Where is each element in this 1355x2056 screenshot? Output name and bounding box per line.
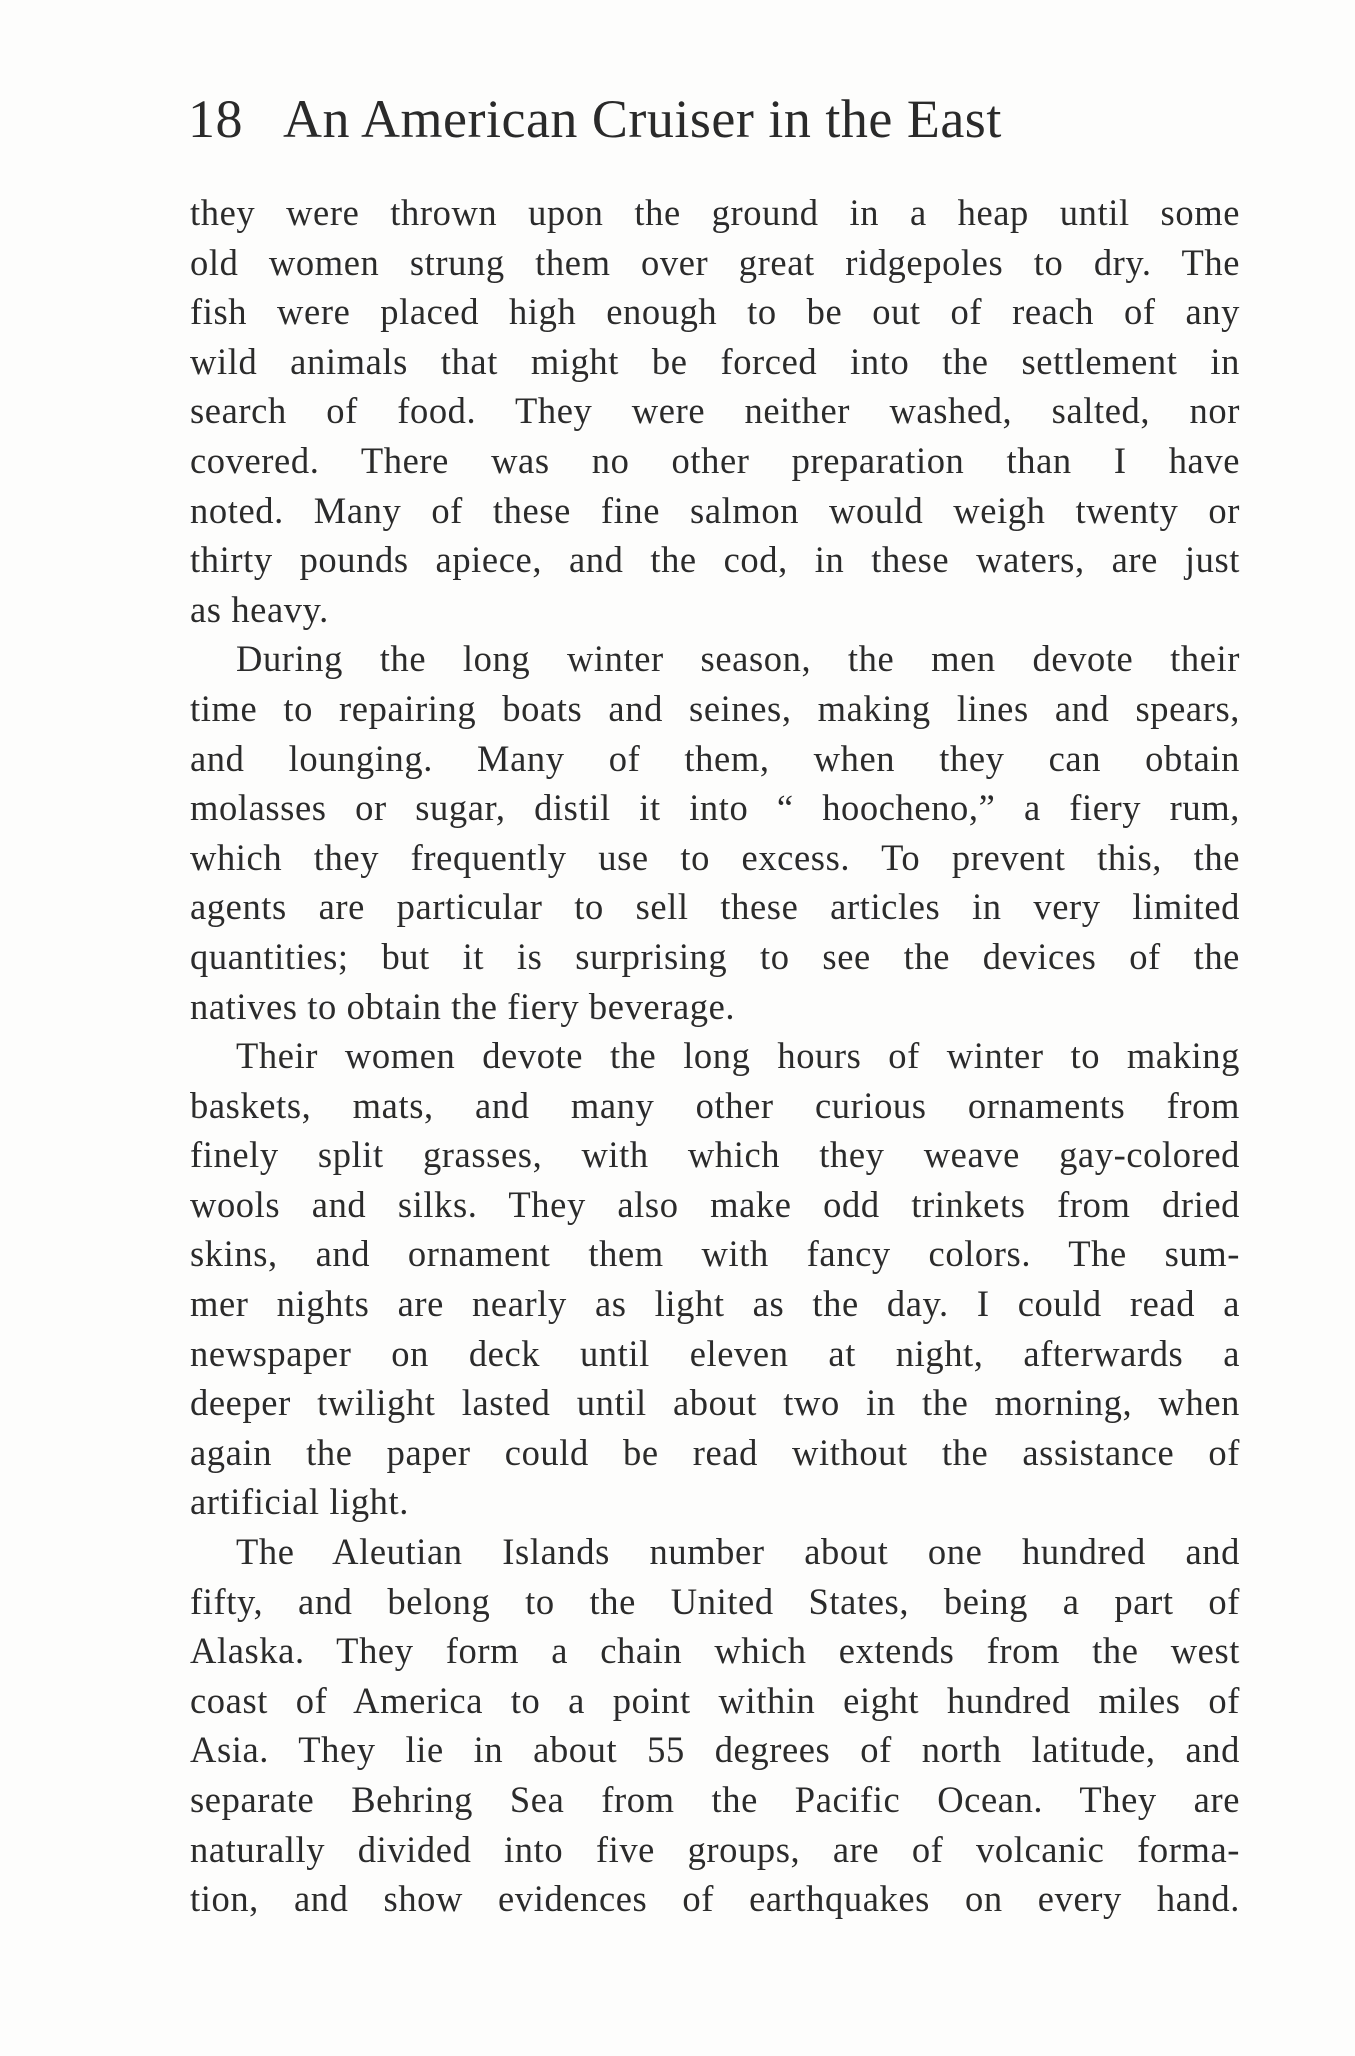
- text-line: skins, and ornament them with fancy colors. The sum-: [190, 1233, 1240, 1275]
- text-line: which they frequently use to excess. To prevent this, the: [190, 836, 1240, 878]
- text-line: again the paper could be read without the assistance of: [190, 1431, 1240, 1473]
- text-line: Their women devote the long hours of winter to making: [236, 1035, 1240, 1077]
- text-line: coast of America to a point within eight hundred miles of: [190, 1679, 1240, 1721]
- text-line: tion, and show evidences of earthquakes on every hand.: [190, 1878, 1240, 1920]
- text-line: quantities; but it is surprising to see the devices of the: [190, 935, 1240, 977]
- paragraph: [190, 1031, 1240, 1527]
- text-line: newspaper on deck until eleven at night, afterwards a: [190, 1332, 1240, 1374]
- text-line: and lounging. Many of them, when they can obtain: [190, 737, 1240, 779]
- running-header: [188, 88, 1128, 150]
- text-line: as heavy.: [190, 588, 329, 630]
- text-line: covered. There was no other preparation than I have: [190, 439, 1240, 481]
- text-line: fish were placed high enough to be out of reach of any: [190, 291, 1240, 333]
- running-title: An American Cruiser in the East: [283, 89, 1002, 149]
- text-line: naturally divided into five groups, are of volcanic forma-: [190, 1828, 1240, 1870]
- text-line: old women strung them over great ridgepoles to dry. The: [190, 241, 1240, 283]
- text-line: During the long winter season, the men devote their: [236, 638, 1240, 680]
- text-line: search of food. They were neither washed, salted, nor: [190, 390, 1240, 432]
- text-line: artificial light.: [190, 1481, 409, 1523]
- paragraph: [190, 634, 1240, 1031]
- text-line: agents are particular to sell these articles in very limited: [190, 886, 1240, 928]
- paragraph: [190, 188, 1240, 634]
- text-line: Alaska. They form a chain which extends from the west: [190, 1630, 1240, 1672]
- page-number: 18: [188, 89, 243, 149]
- body-text: [190, 188, 1240, 1924]
- text-line: molasses or sugar, distil it into “ hoocheno,” a fiery rum,: [190, 787, 1240, 829]
- text-line: noted. Many of these fine salmon would weigh twenty or: [190, 489, 1240, 531]
- text-line: wild animals that might be forced into the settlement in: [190, 340, 1240, 382]
- text-line: separate Behring Sea from the Pacific Ocean. They are: [190, 1779, 1240, 1820]
- text-line: time to repairing boats and seines, making lines and spears,: [190, 687, 1240, 729]
- text-line: deeper twilight lasted until about two in the morning, when: [190, 1382, 1240, 1424]
- text-line: wools and silks. They also make odd trinkets from dried: [190, 1183, 1240, 1225]
- text-line: Asia. They lie in about 55 degrees of north latitude, and: [190, 1729, 1240, 1771]
- text-line: thirty pounds apiece, and the cod, in these waters, are just: [190, 539, 1240, 581]
- text-line: finely split grasses, with which they weave gay-colored: [190, 1134, 1240, 1176]
- text-line: baskets, mats, and many other curious ornaments from: [190, 1084, 1240, 1126]
- text-line: natives to obtain the fiery beverage.: [190, 985, 736, 1027]
- text-line: fifty, and belong to the United States, being a part of: [190, 1580, 1240, 1622]
- text-line: mer nights are nearly as light as the day. I could read a: [190, 1283, 1240, 1325]
- text-line: The Aleutian Islands number about one hundred and: [236, 1531, 1240, 1573]
- text-line: they were thrown upon the ground in a heap until some: [190, 192, 1240, 233]
- paragraph: [190, 1527, 1240, 1924]
